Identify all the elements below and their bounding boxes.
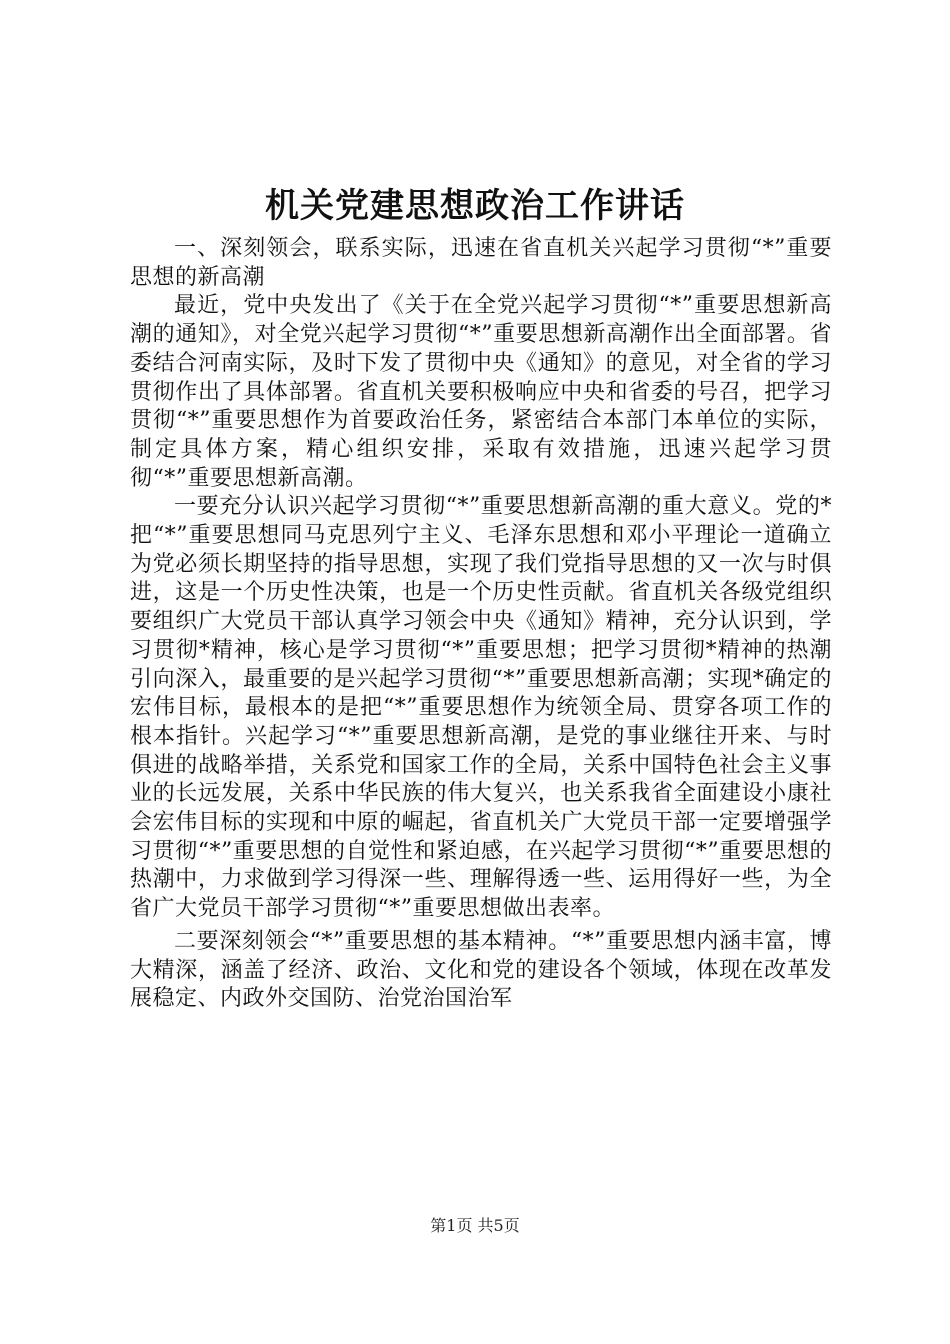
body-paragraph: 二要深刻领会“*”重要思想的基本精神。“*”重要思想内涵丰富，博大精深，涵盖了经济、政治、文化和党的建设各个领域，体现在改革发展稳定、内政外交国防、治党治国治军 — [130, 928, 832, 1012]
document-title: 机关党建思想政治工作讲话 — [265, 186, 685, 226]
body-paragraph: 最近，党中央发出了《关于在全党兴起学习贯彻“*”重要思想新高潮的通知》，对全党兴起学习贯彻“*”重要思想新高潮作出全面部署。省委结合河南实际，及时下发了贯彻中央《通知》的意见，对全省的学习贯彻作出了具体部署。省直机关要积极响应中央和省委的号召，把学习贯彻“*”重要思想作为首要政治任务，紧密结合本部门本单位的实际，制定具体方案，精心组织安排，采取有效措施，迅速兴起学习贯彻“*”重要思想新高潮。 — [130, 293, 832, 491]
document-body — [130, 235, 832, 1014]
body-paragraph: 一要充分认识兴起学习贯彻“*”重要思想新高潮的重大意义。党的*把“*”重要思想同马克思列宁主义、毛泽东思想和邓小平理论一道确立为党必须长期坚持的指导思想，实现了我们党指导思想的又一次与时俱进，这是一个历史性决策，也是一个历史性贡献。省直机关各级党组织要组织广大党员干部认真学习领会中央《通知》精神，充分认识到，学习贯彻*精神，核心是学习贯彻“*”重要思想；把学习贯彻*精神的热潮引向深入，最重要的是兴起学习贯彻“*”重要思想新高潮；实现*确定的宏伟目标，最根本的是把“*”重要思想作为统领全局、贯穿各项工作的根本指针。兴起学习“*”重要思想新高潮，是党的事业继往开来、与时俱进的战略举措，关系党和国家工作的全局，关系中国特色社会主义事业的长远发展，关系中华民族的伟大复兴，也关系我省全面建设小康社会宏伟目标的实现和中原的崛起，省直机关广大党员干部一定要增强学习贯彻“*”重要思想的自觉性和紧迫感，在兴起学习贯彻“*”重要思想的热潮中，力求做到学习得深一些、理解得透一些、运用得好一些，为全省广大党员干部学习贯彻“*”重要思想做出表率。 — [130, 494, 832, 922]
page-number-footer: 第1页 共5页 — [430, 1216, 520, 1235]
section-heading: 一、深刻领会，联系实际，迅速在省直机关兴起学习贯彻“*”重要思想的新高潮 — [130, 236, 832, 290]
